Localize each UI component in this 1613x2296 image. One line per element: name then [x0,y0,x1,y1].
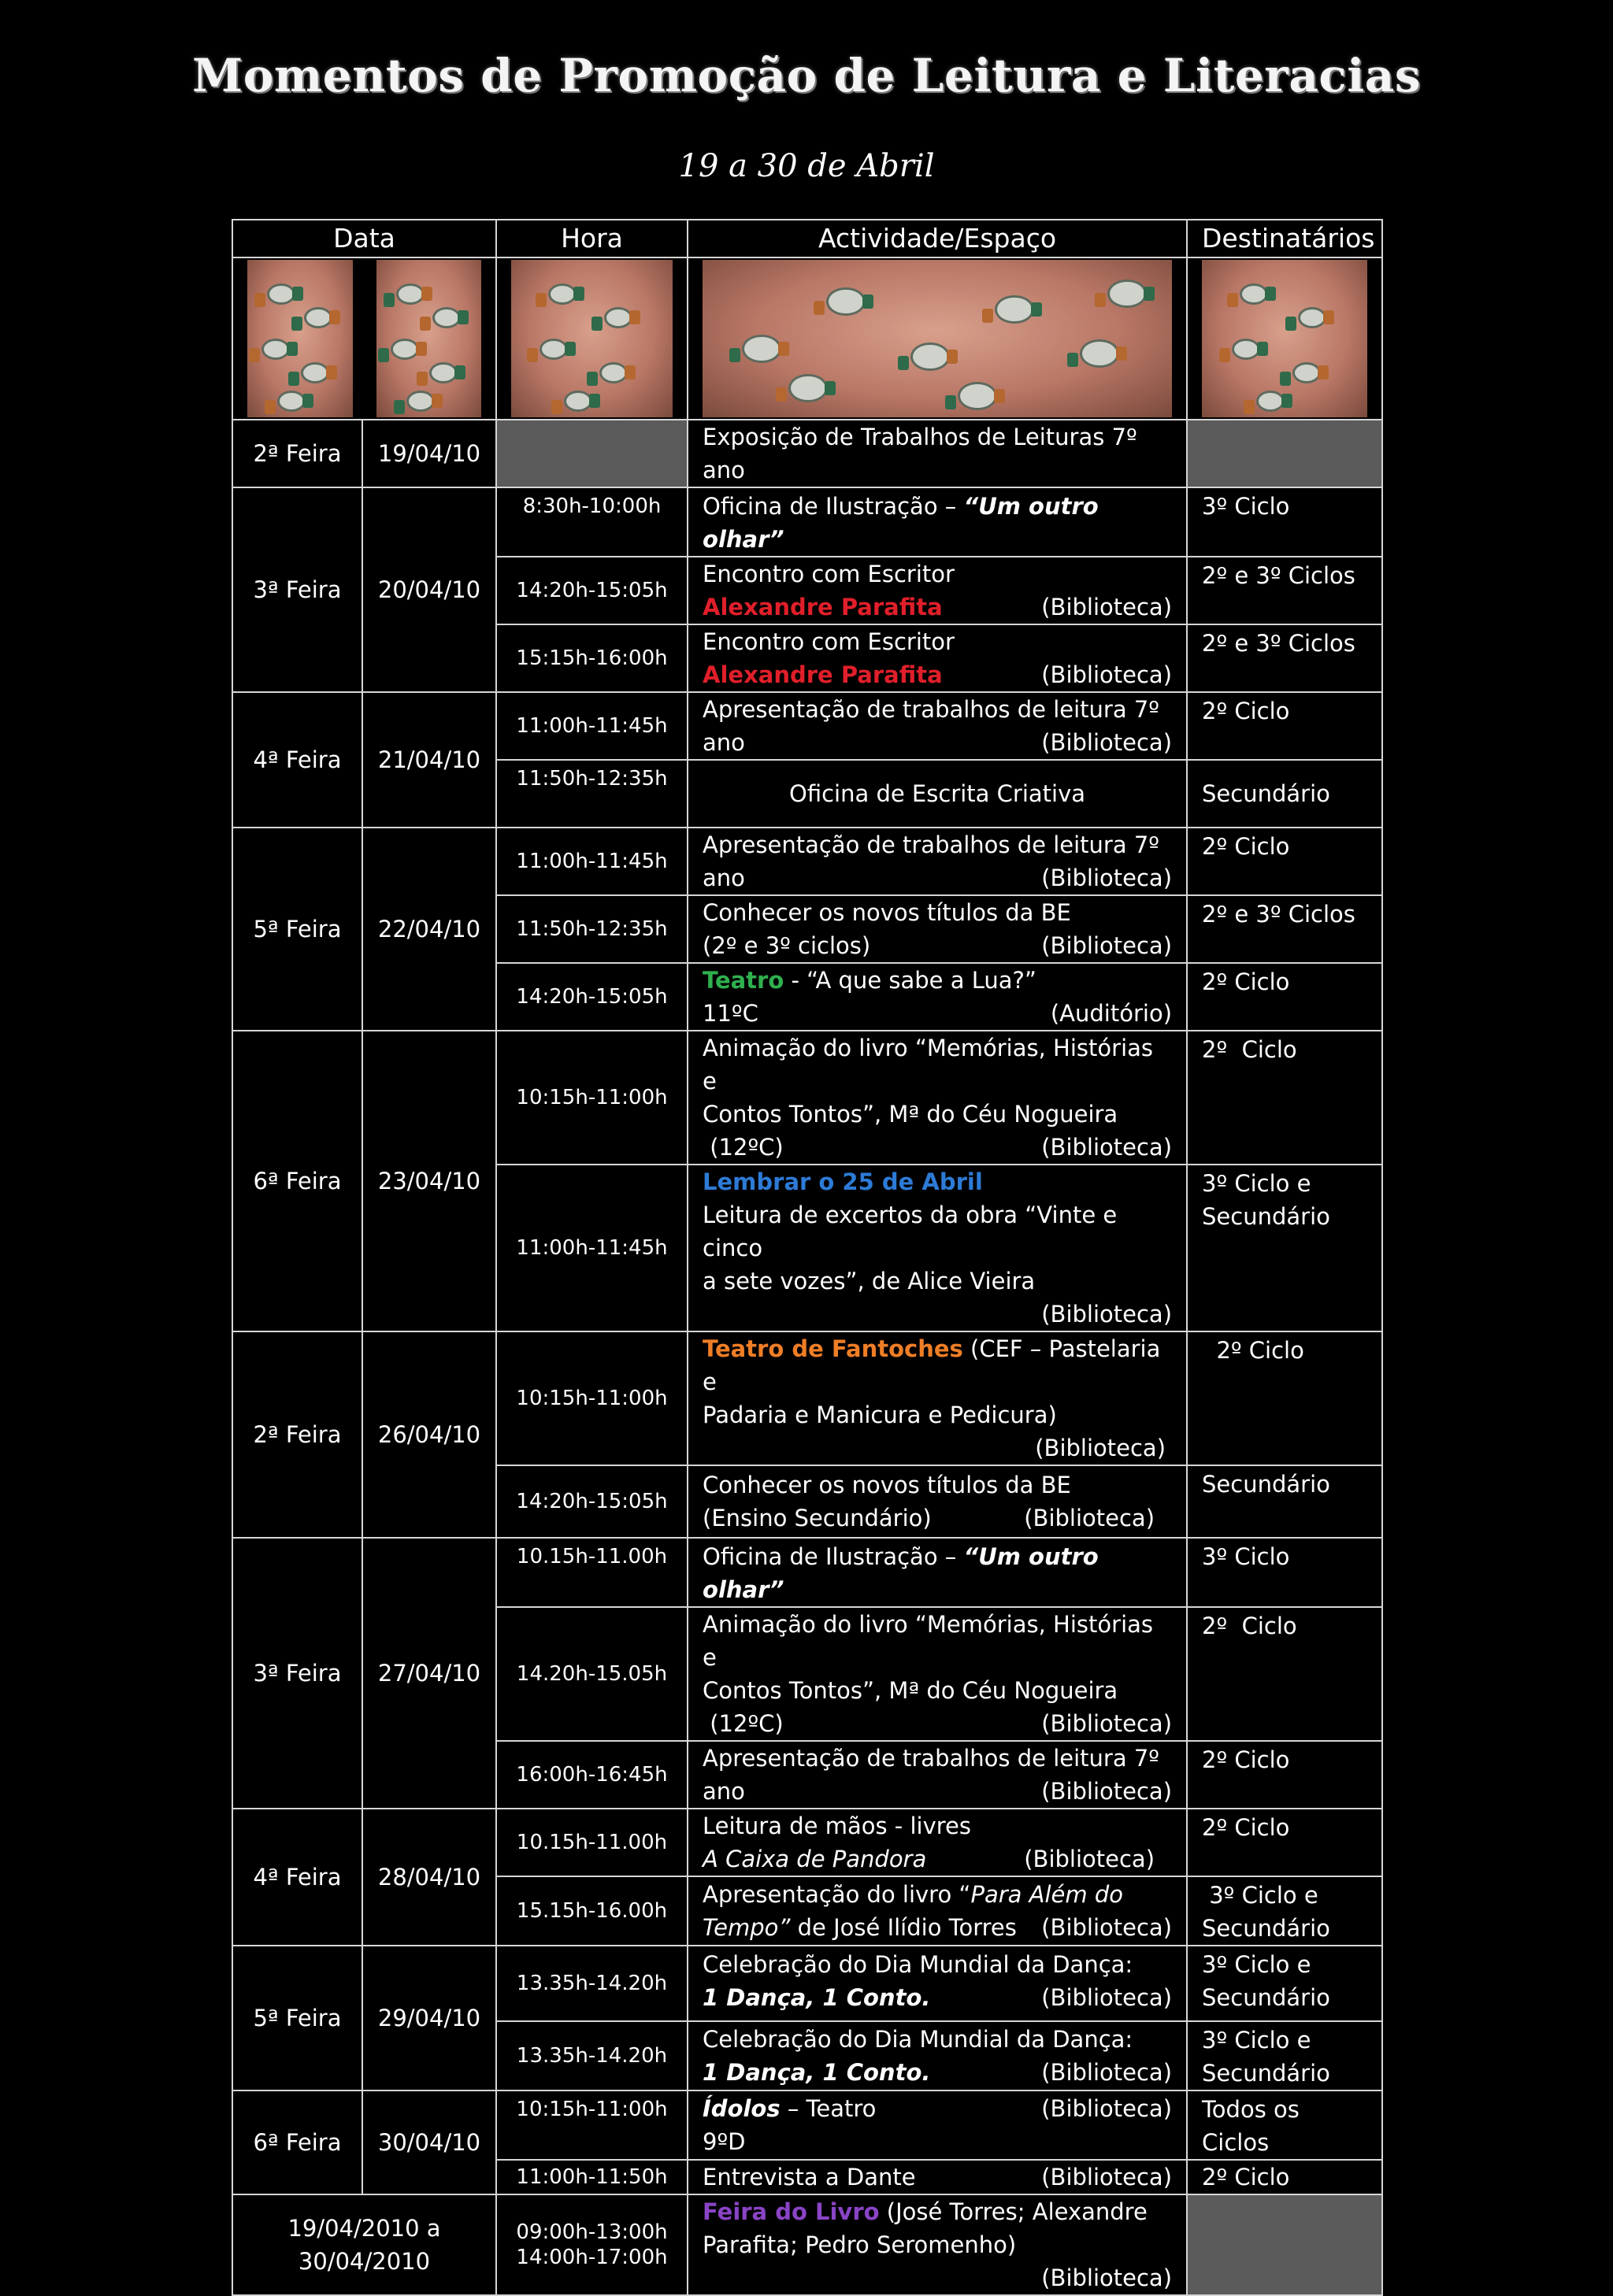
date-range-cell: 19/04/2010 a 30/04/2010 [232,2194,496,2295]
audience-cell: 2º Ciclo [1187,1331,1382,1465]
table-row [232,1031,1382,1165]
header-row [232,220,1382,257]
time-cell: 10:15h-11:00h [496,2090,688,2160]
author-name: Alexandre Parafita [703,594,943,620]
day-cell: 3ª Feira [232,1538,362,1809]
activity-cell: Celebração do Dia Mundial da Dança: 1 Dança, 1 Conto. (Biblioteca) [688,2021,1187,2090]
activity-cell: Conhecer os novos títulos da BE (Ensino Secundário) (Biblioteca) [688,1465,1187,1538]
day-cell: 4ª Feira [232,1809,362,1946]
day-cell: 6ª Feira [232,2090,362,2194]
highlight-25-abril: Lembrar o 25 de Abril [703,1168,983,1195]
audience-cell: 2º Ciclo [1187,1607,1382,1741]
schedule-table [232,219,1383,2296]
date-cell: 28/04/10 [362,1809,496,1946]
time-cell: 10:15h-11:00h [496,1031,688,1165]
audience-cell: 3º Ciclo [1187,1538,1382,1607]
time-cell: 11:50h-12:35h [496,760,688,828]
table-row [232,692,1382,760]
activity-cell: Celebração do Dia Mundial da Dança: 1 Dança, 1 Conto. (Biblioteca) [688,1946,1187,2021]
activity-cell: Lembrar o 25 de Abril Leitura de excertos da obra “Vinte e cinco a sete vozes”, de Alice Vieira (Biblioteca) [688,1165,1187,1331]
table-row [232,420,1382,487]
day-cell: 5ª Feira [232,1946,362,2090]
time-cell: 14.20h-15.05h [496,1607,688,1741]
audience-cell: 2º Ciclo [1187,1809,1382,1876]
cafe-photo [376,260,482,417]
header-data: Data [232,220,496,257]
highlight-teatro: Teatro [703,967,784,994]
place-label: (Biblioteca) [1041,594,1173,620]
day-cell: 4ª Feira [232,692,362,828]
audience-cell: 3º Ciclo [1187,487,1382,557]
audience-cell: Secundário [1187,760,1382,828]
date-cell: 20/04/10 [362,487,496,692]
activity-cell: Apresentação de trabalhos de leitura 7º ano (Biblioteca) [688,828,1187,895]
audience-cell: Todos os Ciclos [1187,2090,1382,2160]
activity-cell: Apresentação de trabalhos de leitura 7º ano (Biblioteca) [688,692,1187,760]
activity-cell: Oficina de Ilustração – “Um outro olhar” [688,487,1187,557]
date-cell: 29/04/10 [362,1946,496,2090]
activity-cell: Apresentação do livro “Para Além do Tempo” de José Ilídio Torres (Biblioteca) [688,1876,1187,1946]
activity-cell: Teatro - “A que sabe a Lua?” 11ºC (Auditório) [688,963,1187,1031]
highlight-feira-livro: Feira do Livro [703,2198,880,2225]
activity-cell: Animação do livro “Memórias, Histórias e Contos Tontos”, Mª do Céu Nogueira (12ºC) (Biblioteca) [688,1607,1187,1741]
time-cell: 16:00h-16:45h [496,1741,688,1809]
audience-cell: 2º Ciclo [1187,2160,1382,2194]
day-cell: 2ª Feira [232,1331,362,1538]
activity-cell: Exposição de Trabalhos de Leituras 7º ano [688,420,1187,487]
cafe-photo-wide [703,260,1172,417]
time-cell: 11:00h-11:45h [496,1165,688,1331]
cafe-photo [511,260,673,417]
time-cell: 8:30h-10:00h [496,487,688,557]
table-row [232,1946,1382,2021]
activity-cell: Apresentação de trabalhos de leitura 7º ano (Biblioteca) [688,1741,1187,1809]
audience-cell: 2º e 3º Ciclos [1187,557,1382,624]
time-cell: 15:15h-16:00h [496,624,688,692]
day-cell: 2ª Feira [232,420,362,487]
date-cell: 27/04/10 [362,1538,496,1809]
highlight-fantoches: Teatro de Fantoches [703,1335,963,1362]
table-row [232,1331,1382,1465]
table-row [232,487,1382,557]
activity-cell: Teatro de Fantoches (CEF – Pastelaria e Padaria e Manicura e Pedicura) (Biblioteca) [688,1331,1187,1465]
time-cell: 13.35h-14.20h [496,1946,688,2021]
cafe-photo [247,260,353,417]
time-cell: 11:00h-11:45h [496,828,688,895]
header-destinatarios: Destinatários [1187,220,1382,257]
time-cell-empty [496,420,688,487]
audience-cell: Secundário [1187,1465,1382,1538]
day-cell: 5ª Feira [232,828,362,1031]
date-cell: 30/04/10 [362,2090,496,2194]
time-cell: 15.15h-16.00h [496,1876,688,1946]
table-row [232,1538,1382,1607]
audience-cell: 2º e 3º Ciclos [1187,624,1382,692]
activity-cell: Leitura de mãos - livres A Caixa de Pandora (Biblioteca) [688,1809,1187,1876]
activity-cell: Animação do livro “Memórias, Histórias e Contos Tontos”, Mª do Céu Nogueira (12ºC) (Biblioteca) [688,1031,1187,1165]
header-actividade: Actividade/Espaço [688,220,1187,257]
table-row [232,828,1382,895]
activity-cell: Entrevista a Dante (Biblioteca) [688,2160,1187,2194]
activity-cell: Conhecer os novos títulos da BE (2º e 3º ciclos) (Biblioteca) [688,895,1187,963]
audience-cell: 2º Ciclo [1187,692,1382,760]
date-cell: 21/04/10 [362,692,496,828]
audience-cell: 2º e 3º Ciclos [1187,895,1382,963]
audience-cell-empty [1187,420,1382,487]
time-cell: 10.15h-11.00h [496,1809,688,1876]
activity-cell: Encontro com Escritor Alexandre Parafita (Biblioteca) [688,624,1187,692]
table-row [232,2090,1382,2160]
audience-cell: 3º Ciclo e Secundário [1187,2021,1382,2090]
audience-cell: 2º Ciclo [1187,1741,1382,1809]
audience-cell: 3º Ciclo e Secundário [1187,1876,1382,1946]
audience-cell: 2º Ciclo [1187,963,1382,1031]
date-cell: 22/04/10 [362,828,496,1031]
date-cell: 26/04/10 [362,1331,496,1538]
date-cell: 19/04/10 [362,420,496,487]
activity-cell: Encontro com Escritor Alexandre Parafita (Biblioteca) [688,557,1187,624]
header-hora: Hora [496,220,688,257]
time-cell: 11:50h-12:35h [496,895,688,963]
page-subtitle: 19 a 30 de Abril [678,148,935,184]
table-row [232,1809,1382,1876]
date-cell: 23/04/10 [362,1031,496,1331]
time-cell: 11:00h-11:50h [496,2160,688,2194]
activity-cell: Oficina de Ilustração – “Um outro olhar” [688,1538,1187,1607]
author-name: Alexandre Parafita [703,661,943,688]
time-cell: 13.35h-14.20h [496,2021,688,2090]
photo-row [232,257,1382,420]
time-cell: 14:20h-15:05h [496,557,688,624]
day-cell: 6ª Feira [232,1031,362,1331]
activity-cell: Ídolos – Teatro (Biblioteca) 9ºD [688,2090,1187,2160]
day-cell: 3ª Feira [232,487,362,692]
place-label: (Biblioteca) [1041,661,1173,688]
time-cell: 14:20h-15:05h [496,1465,688,1538]
time-cell: 10:15h-11:00h [496,1331,688,1465]
audience-cell: 3º Ciclo e Secundário [1187,1165,1382,1331]
activity-cell: Oficina de Escrita Criativa [688,760,1187,828]
audience-cell: 3º Ciclo e Secundário [1187,1946,1382,2021]
time-cell: 11:00h-11:45h [496,692,688,760]
activity-cell: Feira do Livro (José Torres; Alexandre Parafita; Pedro Seromenho) (Biblioteca) [688,2194,1187,2295]
audience-cell: 2º Ciclo [1187,828,1382,895]
time-cell: 10.15h-11.00h [496,1538,688,1607]
page-title: Momentos de Promoção de Leitura e Literacias [192,49,1421,102]
audience-cell: 2º Ciclo [1187,1031,1382,1165]
cafe-photo [1202,260,1367,417]
time-cell: 09:00h-13:00h 14:00h-17:00h [496,2194,688,2295]
time-cell: 14:20h-15:05h [496,963,688,1031]
